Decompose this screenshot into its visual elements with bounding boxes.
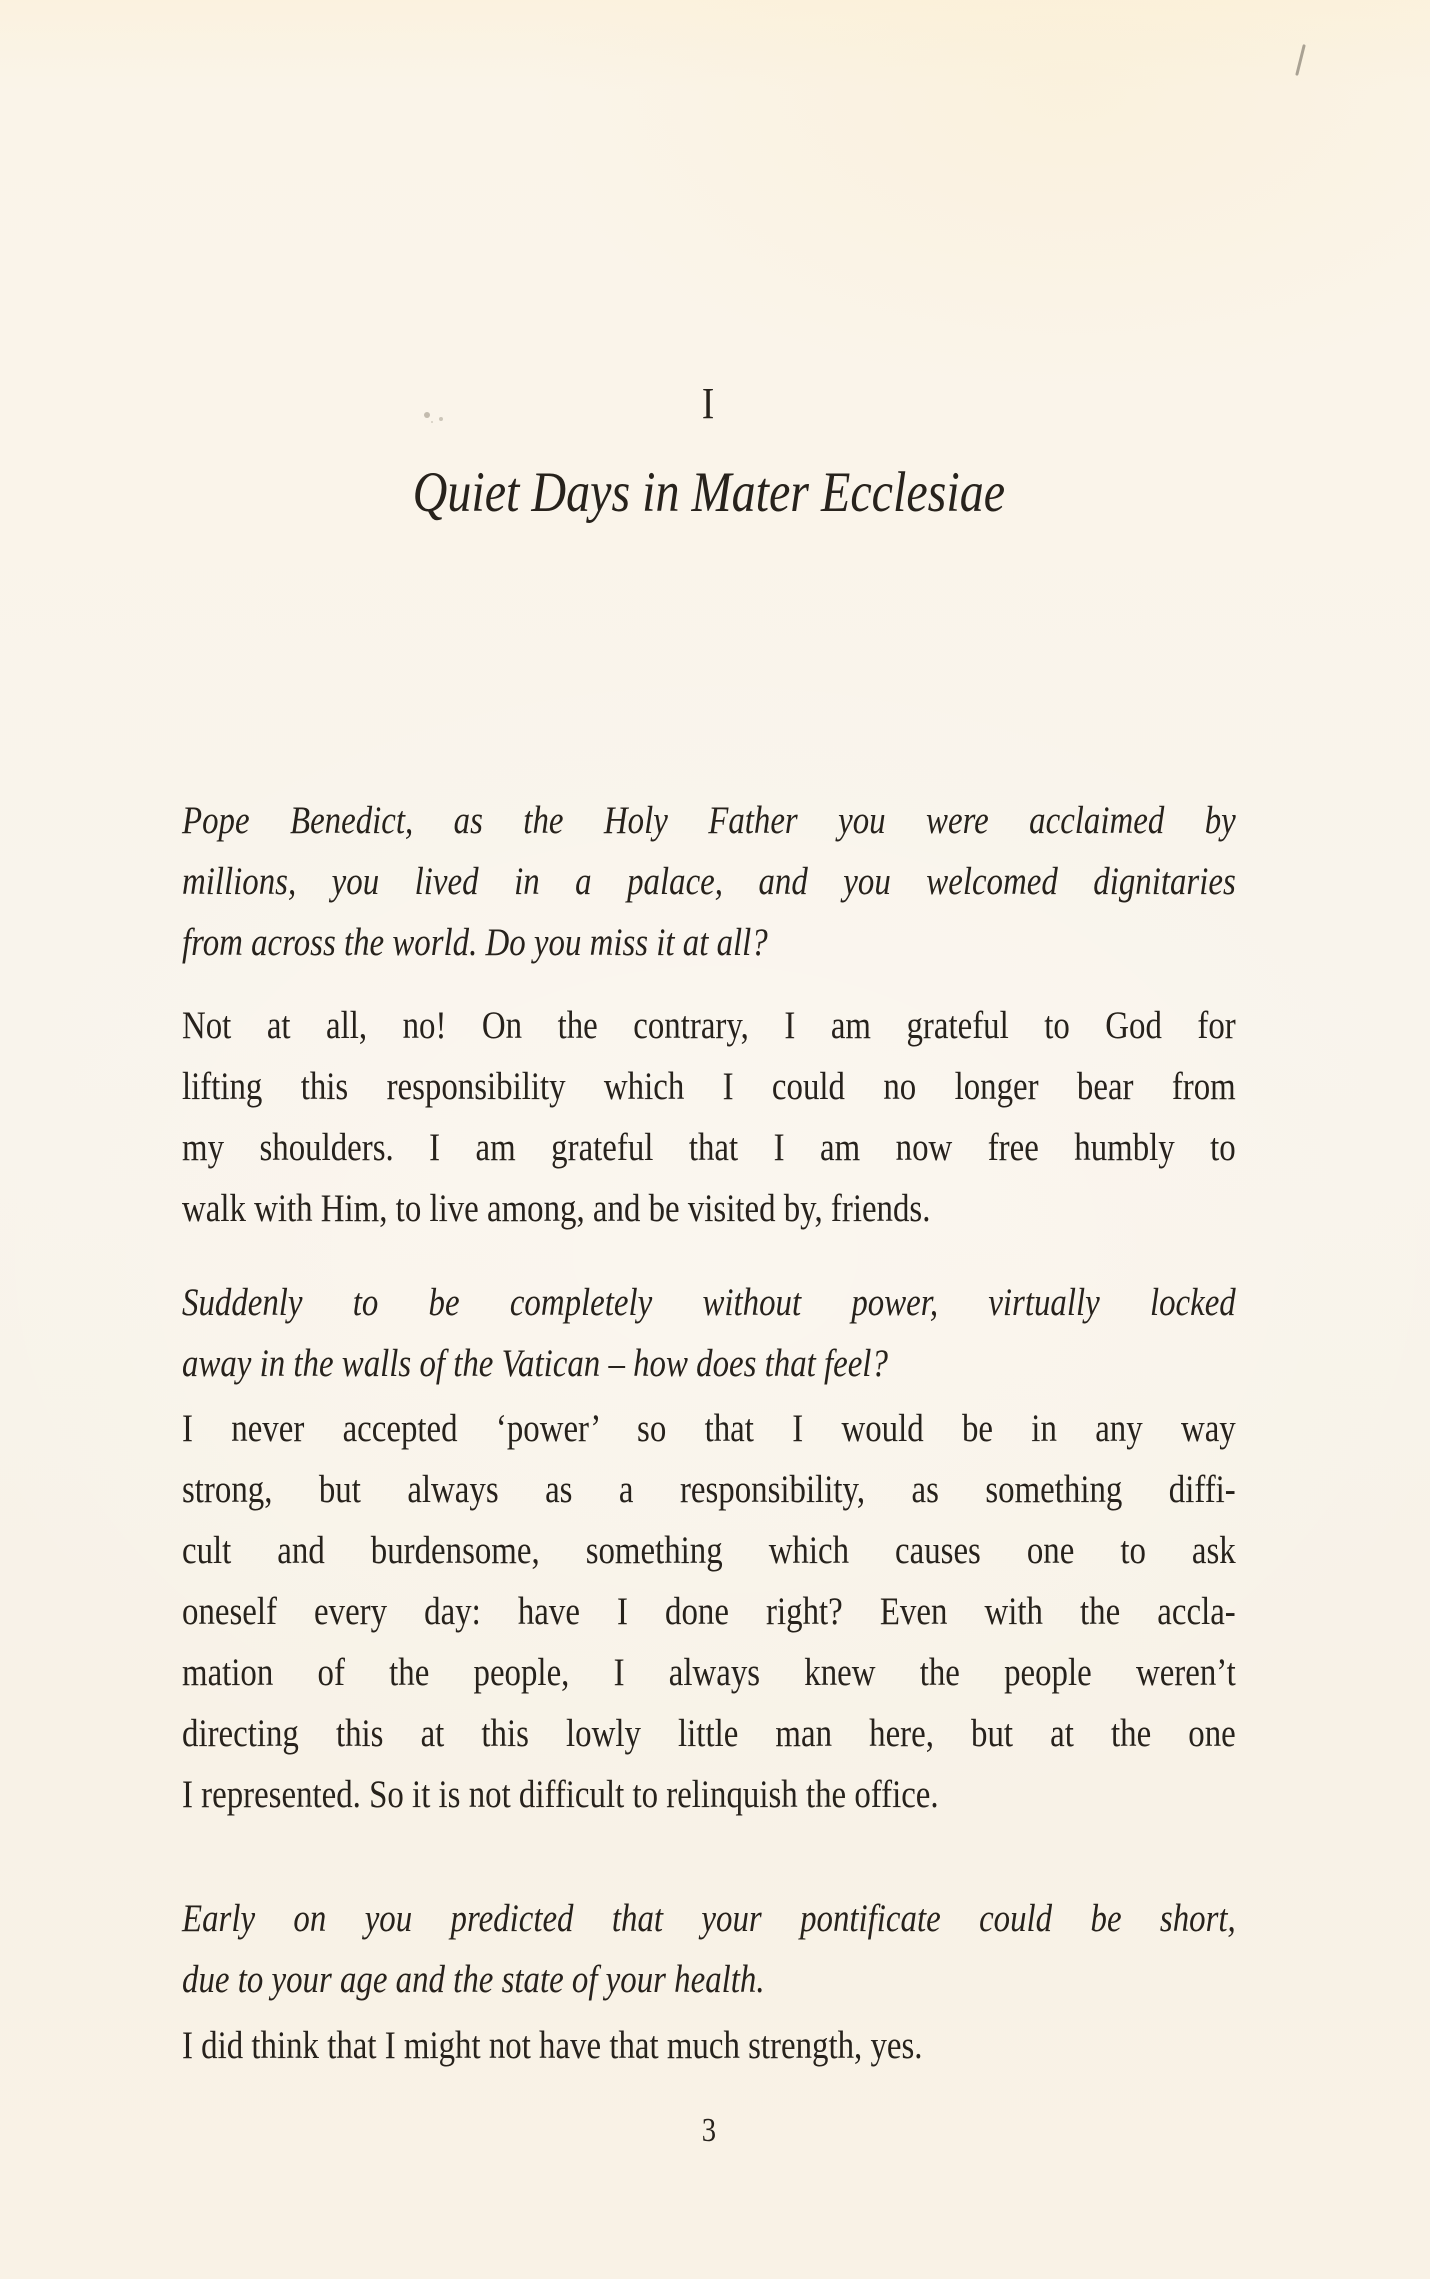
text-column — [182, 0, 1236, 2279]
text-line: from across the world. Do you miss it at all? — [182, 921, 768, 964]
question-paragraph — [182, 1888, 1236, 2010]
text-line: due to your age and the state of your health. — [182, 1958, 765, 2001]
answer-paragraph — [182, 2015, 1236, 2076]
text-line: lifting this responsibility which I could no longer bear from — [182, 1065, 1236, 1108]
text-line: strong, but always as a responsibility, as something diffi- — [182, 1468, 1236, 1511]
chapter-title: Quiet Days in Mater Ecclesiae — [412, 461, 1006, 524]
chapter-numeral: I — [701, 379, 716, 428]
text-line: I never accepted ‘power’ so that I would be in any way — [182, 1407, 1236, 1450]
text-line: Suddenly to be completely without power, virtually locked — [182, 1281, 1236, 1324]
text-line: millions, you lived in a palace, and you welcomed dignitaries — [182, 860, 1236, 903]
question-paragraph — [182, 1272, 1236, 1394]
pen-mark-icon — [1295, 44, 1306, 76]
page-number: 3 — [701, 2112, 717, 2149]
text-line: mation of the people, I always knew the people weren’t — [182, 1651, 1236, 1694]
text-line: directing this at this lowly little man here, but at the one — [182, 1712, 1236, 1755]
text-line: walk with Him, to live among, and be visited by, friends. — [182, 1187, 931, 1230]
text-line: cult and burdensome, something which causes one to ask — [182, 1529, 1236, 1572]
text-line: Not at all, no! On the contrary, I am grateful to God for — [182, 1004, 1236, 1047]
answer-paragraph — [182, 1398, 1236, 1825]
text-line: my shoulders. I am grateful that I am now free humbly to — [182, 1126, 1236, 1169]
text-line: oneself every day: have I done right? Even with the accla- — [182, 1590, 1236, 1633]
text-line: I did think that I might not have that much strength, yes. — [182, 2024, 923, 2067]
text-line: Pope Benedict, as the Holy Father you were acclaimed by — [182, 799, 1236, 842]
answer-paragraph — [182, 995, 1236, 1239]
text-line: I represented. So it is not difficult to relinquish the office. — [182, 1773, 939, 1816]
text-line: away in the walls of the Vatican – how does that feel? — [182, 1342, 888, 1385]
question-paragraph — [182, 790, 1236, 973]
text-line: Early on you predicted that your pontificate could be short, — [182, 1897, 1236, 1940]
